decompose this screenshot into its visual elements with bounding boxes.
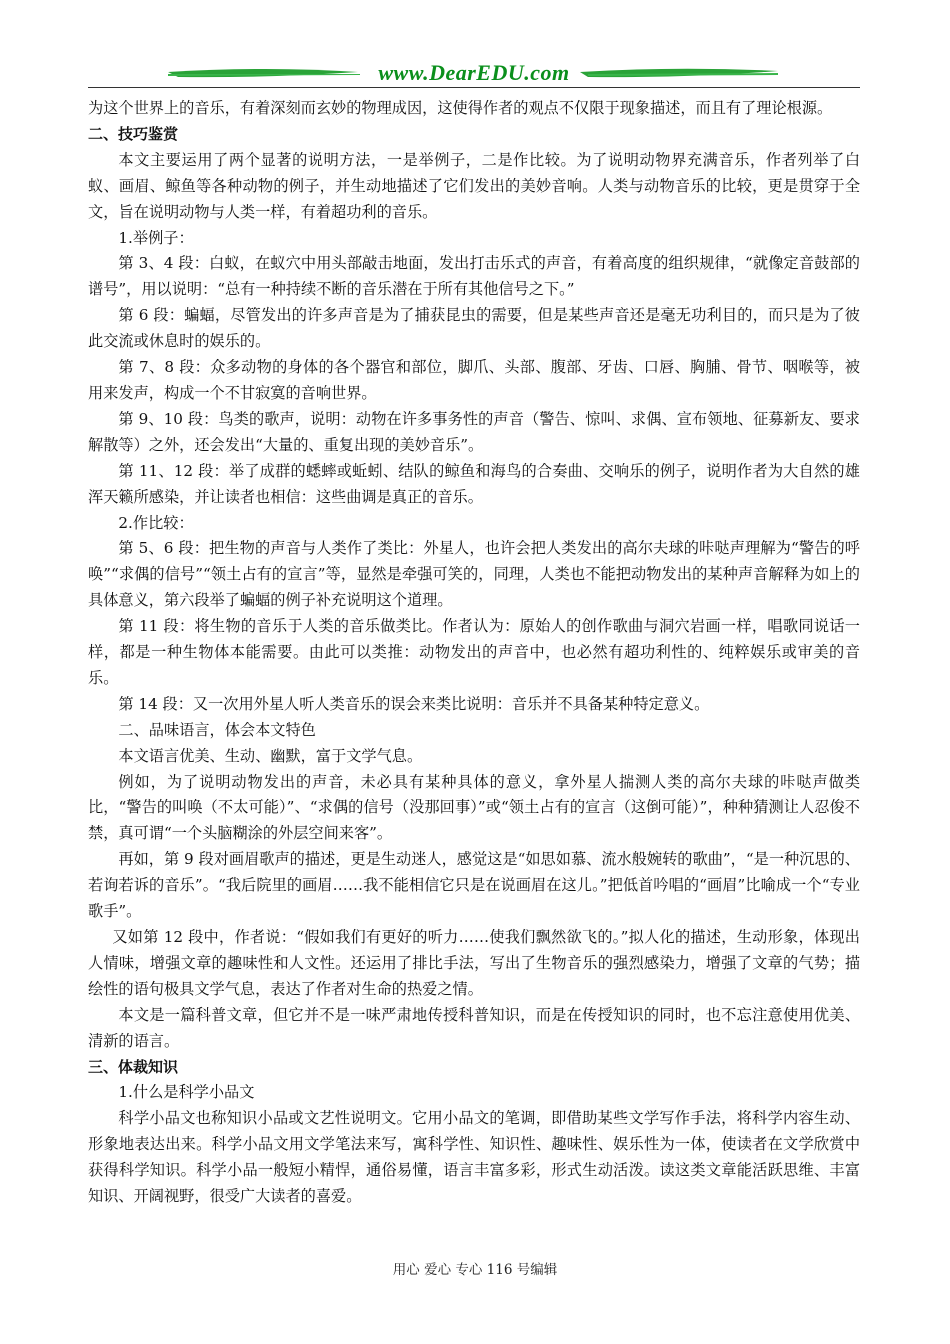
paragraph: 再如，第 9 段对画眉歌声的描述，更是生动迷人，感觉这是“如思如慕、流水般婉转的歌曲”，“是一种沉思的、若询若诉的音乐”。“我后院里的画眉……我不能相信它只是在说画眉在这儿。”把低首吟唱的“画眉”比喻成一个“专业歌手”。 [88,850,860,921]
subheading: 2.作比较： [118,513,194,532]
paragraph: 第 14 段：又一次用外星人听人类音乐的误会来类比说明：音乐并不具备某种特定意义。 [118,694,710,713]
paragraph: 第 7、8 段：众多动物的身体的各个器官和部位，脚爪、头部、腹部、牙齿、口唇、胸脯、骨节、咽喉等，被用来发声，构成一个不甘寂寞的音响世界。 [88,358,860,402]
paragraph: 科学小品文也称知识小品或文艺性说明文。它用小品文的笔调，即借助某些文学写作手法，将科学内容生动、形象地表达出来。科学小品文用文学笔法来写，寓科学性、知识性、趣味性、娱乐性为一体，使读者在文学欣赏中获得科学知识。科学小品一般短小精悍，通俗易懂，语言丰富多彩，形式生动活泼。读这类文章能活跃思维、丰富知识、开阔视野，很受广大读者的喜爱。 [88,1109,860,1206]
section-heading: 三、体裁知识 [88,1057,179,1076]
header-rule [88,87,860,88]
paragraph: 第 11 段：将生物的音乐于人类的音乐做类比。作者认为：原始人的创作歌曲与洞穴岩画一样，唱歌同说话一样，都是一种生物体本能需要。由此可以类推：动物发出的声音中，也必然有超功利性的、纯粹娱乐或审美的音乐。 [88,617,860,687]
paragraph: 第 5、6 段：把生物的声音与人类作了类比：外星人，也许会把人类发出的高尔夫球的咔哒声理解为“警告的呼唤”“求偶的信号”“领土占有的宣言”等，显然是牵强可笑的，同理，人类也不能把动物发出的某种声音解释为如上的具体意义，第六段举了蝙蝠的例子补充说明这个道理。 [88,539,860,610]
paragraph: 为这个世界上的音乐，有着深刻而玄妙的物理成因，这使得作者的观点不仅限于现象描述，而且有了理论根源。 [88,99,833,117]
paragraph: 第 6 段：蝙蝠，尽管发出的许多声音是为了捕获昆虫的需要，但是某些声音还是毫无功利目的，而只是为了彼此交流或休息时的娱乐的。 [88,306,860,351]
site-logo-text: www.DearEDU.com [378,60,570,85]
paragraph: 本文语言优美、生动、幽默，富于文学气息。 [118,746,423,765]
paragraph: 第 9、10 段：鸟类的歌声，说明：动物在许多事务性的声音（警告、惊叫、求偶、宣布领地、征募新友、要求解散等）之外，还会发出“大量的、重复出现的美妙音乐”。 [88,409,860,454]
site-header [88,58,860,94]
paragraph: 第 11、12 段：举了成群的蟋蟀或蚯蚓、结队的鲸鱼和海鸟的合奏曲、交响乐的例子，说明作者为大自然的雄浑天籁所感染，并让读者也相信：这些曲调是真正的音乐。 [88,461,860,506]
page-footer: 用心 爱心 专心 116 号编辑 [392,1262,558,1278]
subheading: 1.举例子： [118,228,194,247]
paragraph: 例如，为了说明动物发出的声音，未必具有某种具体的意义，拿外星人揣测人类的高尔夫球的咔哒声做类比，“警告的叫唤（不太可能）”、“求偶的信号（没那回事）”或“领土占有的宣言（这倒可能）”，种种猜测让人忍俊不禁，真可谓“一个头脑糊涂的外层空间来客”。 [88,772,860,843]
paragraph: 又如第 12 段中，作者说：“假如我们有更好的听力……使我们飘然欲飞的。”拟人化的描述，生动形象，体现出人情味，增强文章的趣味性和人文性。还运用了排比手法，写出了生物音乐的强烈感染力，增强了文章的气势；描绘性的语句极具文学气息，表达了作者对生命的热爱之情。 [88,928,860,998]
paragraph: 第 3、4 段：白蚁，在蚁穴中用头部敲击地面，发出打击乐式的声音，有着高度的组织规律，“就像定音鼓部的谱号”，用以说明：“总有一种持续不断的音乐潜在于所有其他信号之下。” [88,254,860,299]
paragraph: 本文主要运用了两个显著的说明方法，一是举例子，二是作比较。为了说明动物界充满音乐，作者列举了白蚁、画眉、鲸鱼等各种动物的例子，并生动地描述了它们发出的美妙音响。人类与动物音乐的比较，更是贯穿于全文，旨在说明动物与人类一样，有着超功利的音乐。 [88,150,860,221]
paragraph: 本文是一篇科普文章，但它并不是一味严肃地传授科普知识，而是在传授知识的同时，也不忘注意使用优美、清新的语言。 [88,1005,860,1050]
section-heading: 二、技巧鉴赏 [88,124,179,143]
subheading: 二、品味语言，体会本文特色 [118,720,316,739]
subheading: 1.什么是科学小品文 [118,1083,255,1102]
document-body [88,96,860,1210]
